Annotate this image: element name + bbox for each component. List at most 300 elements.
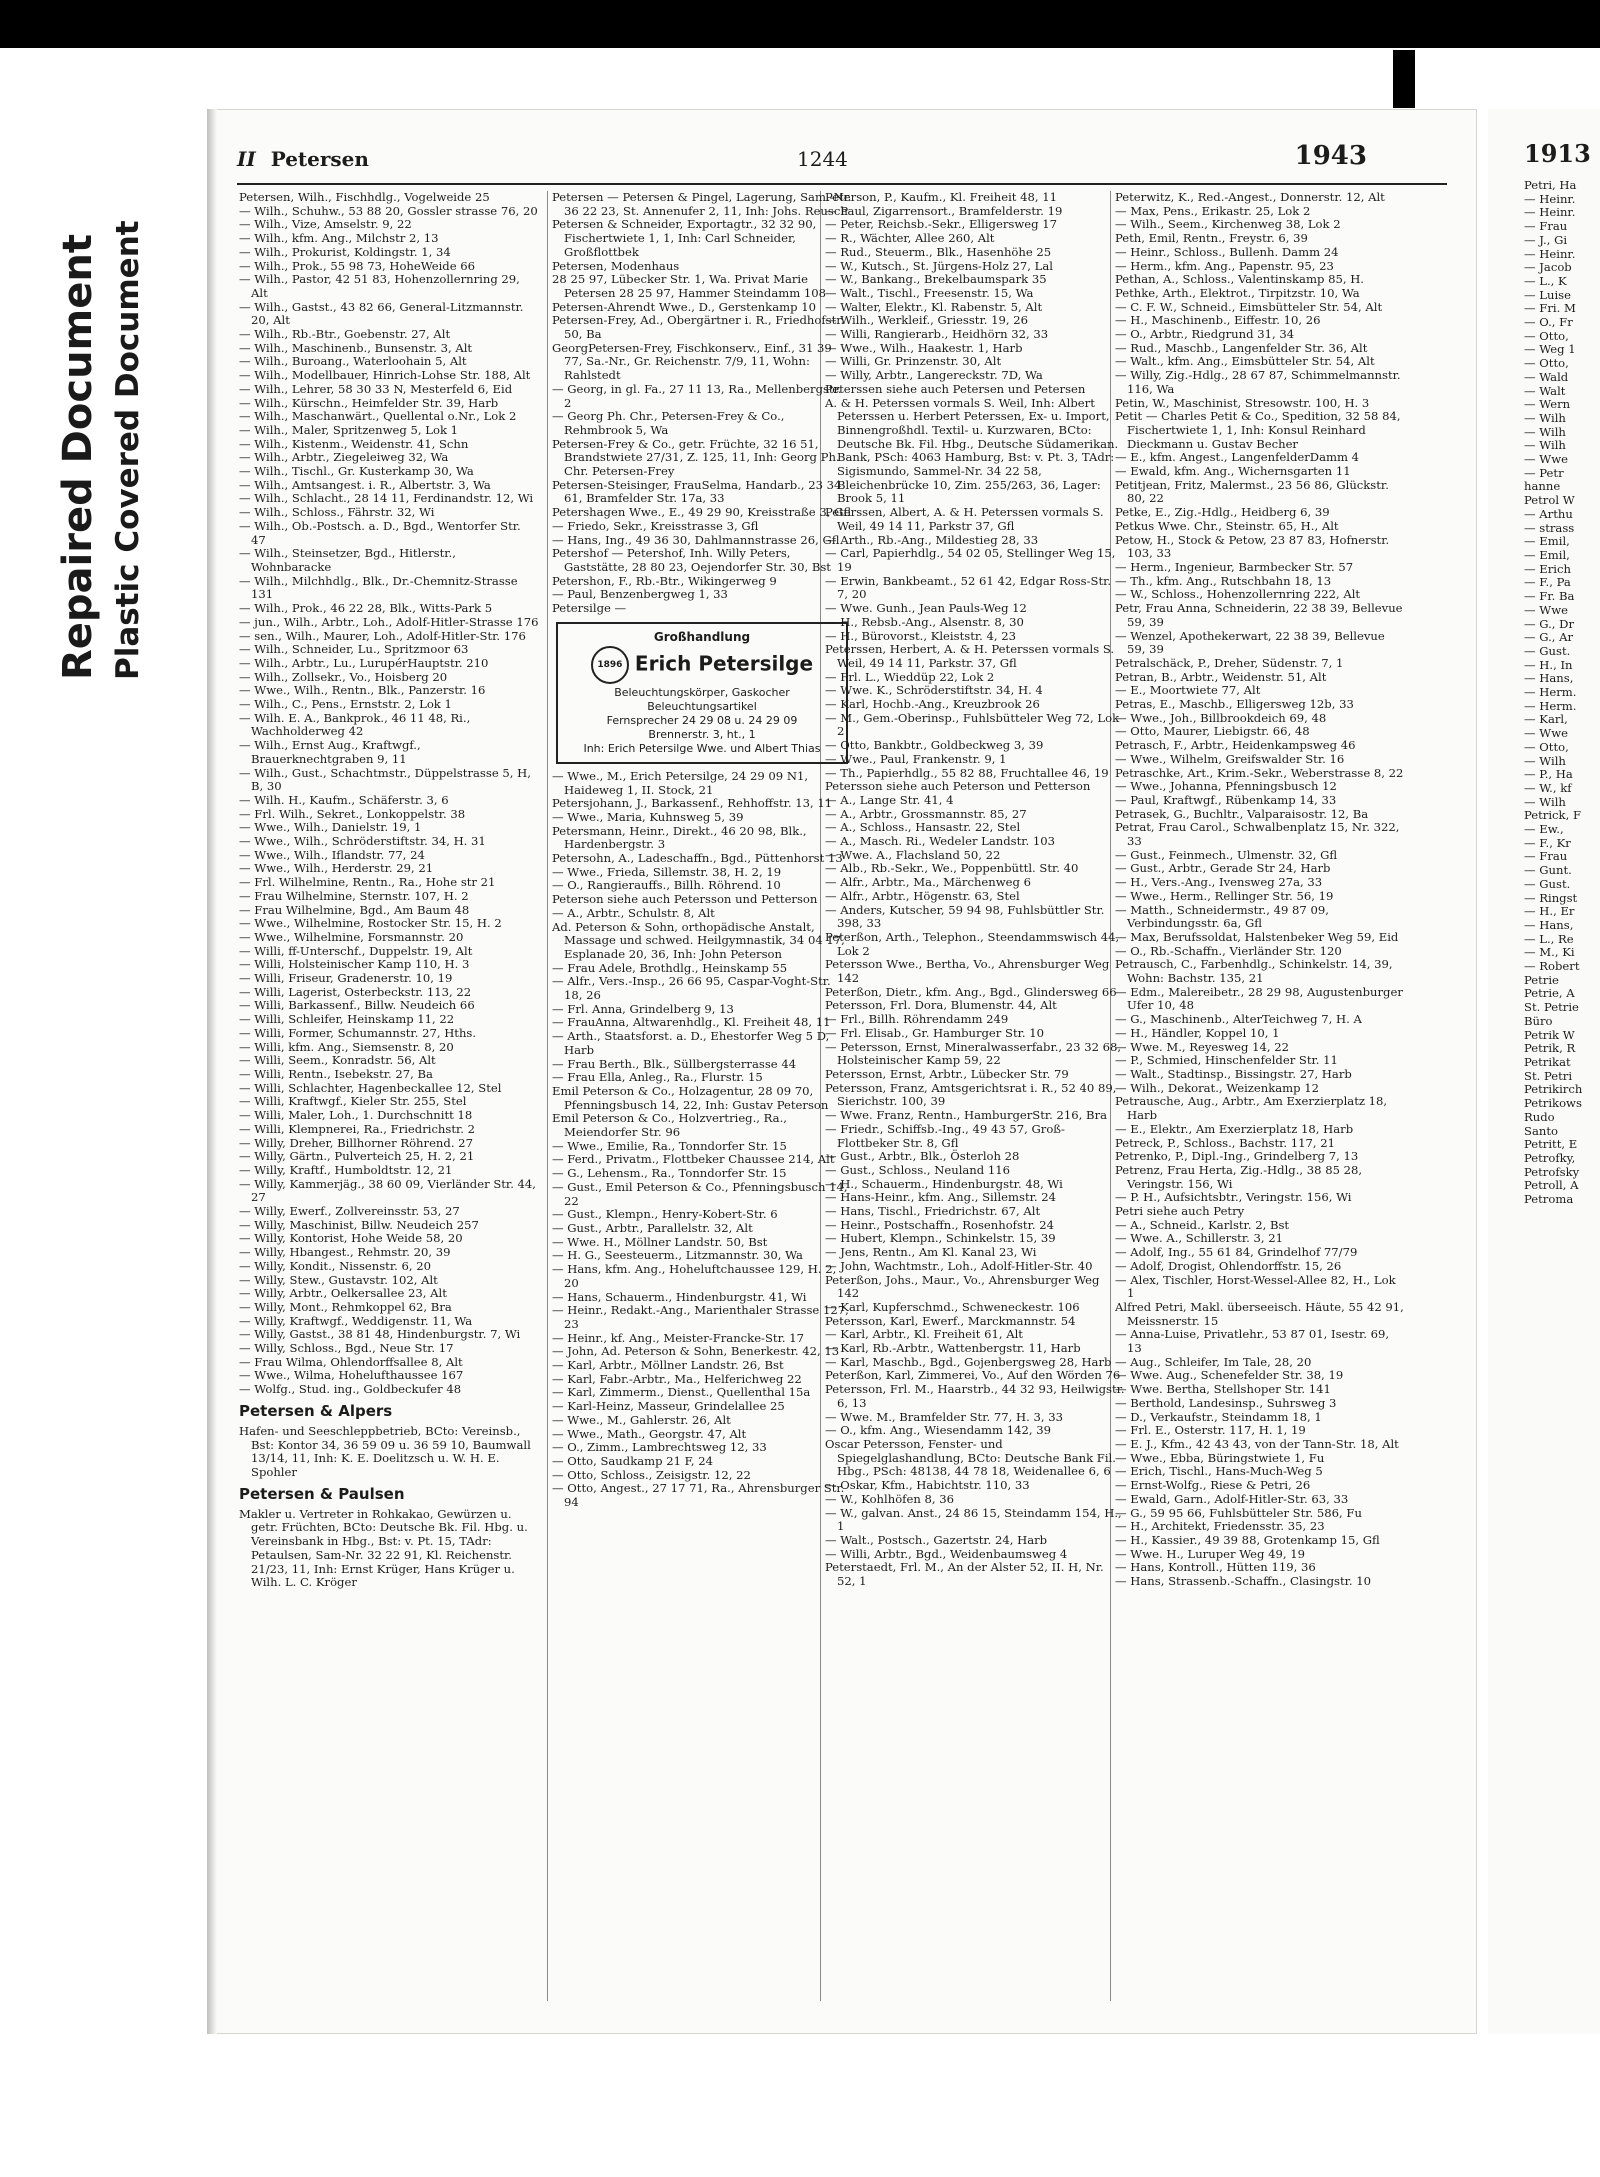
directory-entry: Petersson, Karl, Ewerf., Marckmannstr. 54 <box>825 1313 1076 1328</box>
directory-entry: Petrausche, Aug., Arbtr., Am Exerzierplatz 18, Harb <box>1115 1094 1388 1123</box>
directory-entry: — H., Kassier., 49 39 88, Grotenkamp 15, Gfl <box>1115 1532 1380 1547</box>
directory-entry: — Willy, Ewerf., Zollvereinsstr. 53, 27 <box>239 1204 460 1219</box>
directory-entry: — Ernst-Wolfg., Riese & Petri, 26 <box>1115 1478 1311 1493</box>
directory-entry: A. & H. Peterssen vormals S. Weil, Inh: Albert Peterssen u. Herbert Peterssen, Ex- u. Import, Binnengroßhdl. Textil- u. Kurzwaren, BCto: Deutsche Bk. Fil. Hbg., Deutsche Südamerikan. Bank, PSch: 4063 Hamburg, Bst: v. Pt. 3, TAdr: Sigismundo, Sammel-Nr. 34 22 58, Bleichenbrücke 10, Zim. 255/263, 36, Lager: Brook 5, 11 <box>825 395 1119 506</box>
directory-entry: Petersen-Steisinger, FrauSelma, Handarb., 23 34 61, Bramfelder Str. 17a, 33 <box>552 477 842 506</box>
directory-entry: — Frl. Anna, Grindelberg 9, 13 <box>552 1001 734 1016</box>
adjacent-entry: — O., Fr <box>1524 316 1573 330</box>
adjacent-entry: — Ringst <box>1524 891 1578 905</box>
directory-entry: Pethke, Arth., Elektrot., Tirpitzstr. 10, Wa <box>1115 285 1360 300</box>
directory-entry: — Wwe., Ebba, Büringstwiete 1, Fu <box>1115 1450 1325 1465</box>
adjacent-entry: St. Petrie <box>1524 1001 1579 1015</box>
firm-heading: Petersen & Paulsen <box>239 1484 405 1503</box>
directory-entry: Petersen, Wilh., Fischhdlg., Vogelweide 25 <box>239 191 490 204</box>
adjacent-entry: — Wilh <box>1524 754 1566 768</box>
adjacent-entry: — H., In <box>1524 658 1573 672</box>
adjacent-entry: — Wilh <box>1524 439 1566 453</box>
directory-entry: — Frl. L., Wieddüp 22, Lok 2 <box>825 669 995 684</box>
ad-line: Beleuchtungsartikel <box>647 699 757 713</box>
directory-entry: — Wwe. Gunh., Jean Pauls-Weg 12 <box>825 601 1027 616</box>
directory-entry: — Erwin, Bankbeamt., 52 61 42, Edgar Ross-Str. 7, 20 <box>825 573 1112 602</box>
firm-entry: Hafen- und Seeschleppbetrieb, BCto: Vereinsb., Bst: Kontor 34, 36 59 09 u. 36 59 10, Baumwall 13/14, 11, Inh: K. E. Doelitzsch u. W. H. E. Spohler <box>239 1423 531 1479</box>
directory-entry: — Ewald, kfm. Ang., Wichernsgarten 11 <box>1115 464 1351 479</box>
directory-entry: — Gust., Klempn., Henry-Kobert-Str. 6 <box>552 1207 778 1222</box>
adjacent-entry: — Fr. Ba <box>1524 590 1575 604</box>
directory-entry: — Paul, Benzenbergweg 1, 33 <box>552 587 728 602</box>
directory-entry: — Wilh., Steinsetzer, Bgd., Hitlerstr., Wohnbaracke <box>239 546 456 574</box>
adjacent-entry: — M., Ki <box>1524 946 1575 960</box>
directory-entry: Petersmann, Heinr., Direkt., 46 20 98, Blk., Hardenbergstr. 3 <box>552 823 807 852</box>
directory-entry: — Th., kfm. Ang., Rutschbahn 18, 13 <box>1115 573 1332 588</box>
adjacent-entry: — Wilh <box>1524 795 1566 809</box>
directory-entry: — Wwe., Frieda, Sillemstr. 38, H. 2, 19 <box>552 864 782 879</box>
directory-entry: — D., Verkaufstr., Steindamm 18, 1 <box>1115 1409 1322 1424</box>
directory-entry: — Erich, Tischl., Hans-Much-Weg 5 <box>1115 1464 1323 1479</box>
directory-entry: Peth, Emil, Rentn., Freystr. 6, 39 <box>1115 231 1308 246</box>
directory-entry: Petersson, Frl. Dora, Blumenstr. 44, Alt <box>825 998 1057 1013</box>
adjacent-entry: Petrofsky <box>1524 1165 1580 1179</box>
directory-entry: — Wilh., Werkleif., Griesstr. 19, 26 <box>825 313 1028 328</box>
adjacent-entry: — Weg 1 <box>1524 343 1576 357</box>
directory-entry: — Wilh., Gust., Schachtmstr., Düppelstrasse 5, H, B, 30 <box>239 765 531 794</box>
directory-entry: — Wwe., Maria, Kuhnsweg 5, 39 <box>552 809 744 824</box>
directory-entry: — Wwe. A., Schillerstr. 3, 21 <box>1115 1231 1283 1246</box>
directory-entry: — Gust., Feinmech., Ulmenstr. 32, Gfl <box>1115 847 1338 862</box>
directory-entry: — O., Rb.-Schaffn., Vierländer Str. 120 <box>1115 943 1342 958</box>
directory-entry: — Hans, Strassenb.-Schaffn., Clasingstr. 10 <box>1115 1574 1372 1589</box>
directory-entry: Petrat, Frau Carol., Schwalbenplatz 15, Nr. 322, 33 <box>1115 820 1400 849</box>
directory-entry: — Th., Papierhdlg., 55 82 88, Fruchtallee 46, 19 <box>825 765 1109 780</box>
directory-entry: — Karl, Kupferschmd., Schweneckestr. 106 <box>825 1299 1080 1314</box>
directory-entry: Peterßon, Arth., Telephon., Steendammswisch 44, Lok 2 <box>825 929 1120 958</box>
directory-entry: — Wolfg., Stud. ing., Goldbeckufer 48 <box>239 1382 462 1397</box>
directory-entry: Peterstaedt, Frl. M., An der Alster 52, II. H, Nr. 52, 1 <box>825 1560 1104 1589</box>
directory-entry: — Frau Wilhelmine, Sternstr. 107, H. 2 <box>239 888 469 903</box>
directory-entry: — Herm., Ingenieur, Barmbecker Str. 57 <box>1115 559 1354 574</box>
directory-entry: — Heinr., Redakt.-Ang., Marienthaler Strasse 127, 23 <box>552 1303 849 1331</box>
adjacent-entry: — J., Gi <box>1524 233 1568 247</box>
directory-entry: GeorgPetersen-Frey, Fischkonserv., Einf., 31 39 77, Sa.-Nr., Gr. Reichenstr. 7/9, 11, Wohn: Rahlstedt <box>552 340 832 383</box>
directory-entry: — Alfr., Vers.-Insp., 26 66 95, Caspar-Voght-Str. 18, 26 <box>552 974 831 1003</box>
firm-heading: Petersen & Alpers <box>239 1401 393 1420</box>
directory-entry: — Peter, Reichsb.-Sekr., Elligersweg 17 <box>825 217 1057 232</box>
directory-entry: — Frl., Billh. Röhrendamm 249 <box>825 1012 1009 1027</box>
directory-entry: Petersson siehe auch Peterson und Petterson <box>825 779 1091 794</box>
directory-entry: — Wilh., Prok., 46 22 28, Blk., Witts-Park 5 <box>239 601 493 616</box>
directory-entry: — Wwe., Math., Georgstr. 47, Alt <box>552 1426 747 1441</box>
directory-entry: — Willy, Mont., Rehmkoppel 62, Bra <box>239 1299 452 1314</box>
directory-entry: — Wwe., Wilhelmine, Forsmannstr. 20 <box>239 929 464 944</box>
directory-entry: — H., Vers.-Ang., Ivensweg 27a, 33 <box>1115 875 1323 890</box>
directory-entry: — Gust., Arbtr., Parallelstr. 32, Alt <box>552 1221 753 1235</box>
directory-entry: — Willy, Gastst., 38 81 48, Hindenburgstr. 7, Wi <box>239 1327 521 1342</box>
directory-entry: — Wwe., Wilh., Herderstr. 29, 21 <box>239 861 434 876</box>
directory-entry: Pethan, A., Schloss., Valentinskamp 85, H. <box>1115 272 1364 287</box>
adjacent-entry: — Heinr. <box>1524 192 1576 206</box>
adjacent-entry: — Luise <box>1524 288 1571 302</box>
ad-company-label: Erich Petersilge <box>634 651 814 676</box>
directory-entry: — Wwe., Wilh., Schröderstiftstr. 34, H. 31 <box>239 834 486 849</box>
directory-entry: — Willy, Hbangest., Rehmstr. 20, 39 <box>239 1245 451 1260</box>
directory-entry: Peterssen, Albert, A. & H. Peterssen vormals S. Weil, 49 14 11, Parkstr 37, Gfl <box>825 505 1104 533</box>
directory-entry: — Georg, in gl. Fa., 27 11 13, Ra., Mellenbergstr. 2 <box>552 381 842 410</box>
stamp-plastic-covered-document: Plastic Covered Document <box>110 220 146 680</box>
adjacent-entry: — Wwe <box>1524 453 1568 467</box>
directory-page <box>207 109 1477 2034</box>
directory-entry: Petr, Frau Anna, Schneiderin, 22 38 39, Bellevue 59, 39 <box>1115 601 1403 629</box>
directory-entry: — Alfr., Arbtr., Ma., Märchenweg 6 <box>825 875 1032 890</box>
directory-entry: — Wwe. M., Reyesweg 14, 22 <box>1115 1039 1289 1054</box>
directory-entry: — M., Gem.-Oberinsp., Fuhlsbütteler Weg 72, Lok 2 <box>825 710 1120 739</box>
stamp-repaired-document: Repaired Document <box>55 234 101 680</box>
directory-entry: — Wwe. H., Möllner Landstr. 50, Bst <box>552 1234 768 1249</box>
ad-line: Inh: Erich Petersilge Wwe. und Albert Thias <box>583 741 821 755</box>
directory-entry: Petin, W., Maschinist, Stresowstr. 100, H. 3 <box>1115 395 1370 410</box>
directory-entry: Petrenko, P., Dipl.-Ing., Grindelberg 7, 13 <box>1115 1149 1359 1164</box>
adjacent-entry: — Karl, <box>1524 713 1568 727</box>
directory-entry: — Willy, Stew., Gustavstr. 102, Alt <box>239 1272 438 1287</box>
directory-entry: — Wwe., Wilh., Rentn., Blk., Panzerstr. 16 <box>239 683 486 698</box>
entry-list <box>825 191 1125 1589</box>
adjacent-entry: Petrik W <box>1524 1028 1575 1042</box>
directory-entry: Petkus Wwe. Chr., Steinstr. 65, H., Alt <box>1115 518 1339 533</box>
adjacent-entry: — strass <box>1524 521 1575 535</box>
adjacent-entry: Petritt, E <box>1524 1138 1578 1152</box>
directory-entry: — Wwe., Emilie, Ra., Tonndorfer Str. 15 <box>552 1138 787 1153</box>
directory-entry: — Wwe., Johanna, Pfenningsbusch 12 <box>1115 779 1337 794</box>
directory-entry: — Wwe., Wilhelmine, Rostocker Str. 15, H. 2 <box>239 916 502 931</box>
directory-entry: — O., Rangierauffs., Billh. Röhrend. 10 <box>552 878 781 893</box>
ad-company-name <box>564 646 840 684</box>
directory-entry: — Willy, Kondit., Nissenstr. 6, 20 <box>239 1258 431 1273</box>
directory-entry: — Wilh., Maschinenb., Bunsenstr. 3, Alt <box>239 340 473 355</box>
directory-entry: — Karl-Heinz, Masseur, Grindelallee 25 <box>552 1399 785 1414</box>
directory-entry: — A., Schneid., Karlstr. 2, Bst <box>1115 1217 1290 1232</box>
adjacent-entry: — Emil, <box>1524 535 1570 549</box>
column-2 <box>552 191 852 2001</box>
directory-entry: — Wilh., Ernst Aug., Kraftwgf., Brauerknechtgraben 9, 11 <box>239 738 421 766</box>
directory-entry: — Wilh., Seem., Kirchenweg 38, Lok 2 <box>1115 217 1341 232</box>
adjacent-entry: Petrik, R <box>1524 1042 1576 1056</box>
adjacent-entry: Rudo <box>1524 1110 1555 1124</box>
directory-entry: — Otto, Saudkamp 21 F, 24 <box>552 1453 714 1468</box>
directory-entry: Petersen, Modenhaus <box>552 258 680 273</box>
adjacent-entry: — W., kf <box>1524 781 1572 795</box>
directory-entry: — Anna-Luise, Privatlehr., 53 87 01, Isestr. 69, 13 <box>1115 1327 1390 1356</box>
adjacent-entry: — L., Re <box>1524 932 1574 946</box>
header-section <box>237 147 369 171</box>
directory-entry: Petersilge — <box>552 601 627 616</box>
adjacent-entry: — Wilh <box>1524 411 1566 425</box>
directory-entry: — Paul, Zigarrensort., Bramfelderstr. 19 <box>825 203 1063 218</box>
directory-entry: — A., Arbtr., Schulstr. 8, Alt <box>552 905 715 920</box>
directory-entry: Peterson, P., Kaufm., Kl. Freiheit 48, 11 <box>825 191 1058 204</box>
directory-entry: — Walter, Elektr., Kl. Rabenstr. 5, Alt <box>825 299 1043 314</box>
directory-entry: — Aug., Schleifer, Im Tale, 28, 20 <box>1115 1354 1312 1369</box>
directory-entry: Petitjean, Fritz, Malermst., 23 56 86, Glückstr. 80, 22 <box>1115 477 1389 506</box>
adjacent-entry: Petrick, F <box>1524 809 1581 823</box>
entry-list <box>239 191 539 1397</box>
adjacent-entry: — Heinr. <box>1524 247 1576 261</box>
directory-entry: Oscar Petersson, Fenster- und Spiegelglashandlung, BCto: Deutsche Bank Fil. Hbg., PSch: 48138, 44 78 18, Weidenallee 6, 6 <box>825 1436 1116 1479</box>
directory-entry: — Gust., Schloss., Neuland 116 <box>825 1162 1011 1177</box>
directory-entry: — Otto, Maurer, Liebigstr. 66, 48 <box>1115 724 1310 739</box>
directory-entry: Peterwitz, K., Red.-Angest., Donnerstr. 12, Alt <box>1115 191 1385 204</box>
directory-entry: — jun., Wilh., Arbtr., Loh., Adolf-Hitler-Strasse 176 <box>239 614 539 629</box>
directory-entry: — Wilh., Gastst., 43 82 66, General-Litzmannstr. 20, Alt <box>239 299 524 328</box>
adjacent-entry: — Gust. <box>1524 877 1571 891</box>
directory-entry: — Edm., Malereibetr., 28 29 98, Augustenburger Ufer 10, 48 <box>1115 984 1403 1013</box>
directory-entry: Petit — Charles Petit & Co., Spedition, 32 58 84, Fischertwiete 1, 1, Inh: Konsul Reinhard Dieckmann u. Gustav Becher <box>1115 409 1401 451</box>
archive-stamp <box>55 150 205 710</box>
adjacent-entry: — Petr <box>1524 466 1564 480</box>
directory-entry: — W., Schloss., Hohenzollernring 222, Alt <box>1115 587 1361 602</box>
adjacent-entry: — G., Ar <box>1524 631 1574 645</box>
directory-entry: — Frau Ella, Anleg., Ra., Flurstr. 15 <box>552 1070 763 1085</box>
directory-entry: — Willi, Barkassenf., Billw. Neudeich 66 <box>239 998 475 1013</box>
directory-entry: — Wilh., Tischl., Gr. Kusterkamp 30, Wa <box>239 464 474 479</box>
ad-line: Beleuchtungskörper, Gaskocher <box>614 685 790 699</box>
directory-entry: — Hans-Heinr., kfm. Ang., Sillemstr. 24 <box>825 1190 1057 1205</box>
directory-entry: — Willy, Dreher, Billhorner Röhrend. 27 <box>239 1135 473 1150</box>
directory-entry: — Wilh., Arbtr., Lu., LurupérHauptstr. 210 <box>239 655 489 670</box>
directory-entry: — Georg Ph. Chr., Petersen-Frey & Co., Rehmbrook 5, Wa <box>552 409 785 437</box>
directory-entry: — Frau Wilhelmine, Bgd., Am Baum 48 <box>239 902 470 917</box>
directory-entry: Petersen-Frey & Co., getr. Früchte, 32 16 51, Brandstwiete 27/31, Z. 125, 11, Inh: Georg Ph. Chr. Petersen-Frey <box>552 436 840 479</box>
directory-entry: — Willi, Holsteinischer Kamp 110, H. 3 <box>239 957 470 972</box>
adjacent-entry: Büro <box>1524 1014 1553 1028</box>
directory-entry: Petran, B., Arbtr., Weidenstr. 51, Alt <box>1115 669 1327 684</box>
directory-entry: — John, Ad. Peterson & Sohn, Benerkestr. 42, 13 <box>552 1344 840 1359</box>
directory-entry: — Max, Pens., Erikastr. 25, Lok 2 <box>1115 203 1311 218</box>
entry-list <box>552 191 852 616</box>
directory-entry: — H., Maschinenb., Eiffestr. 10, 26 <box>1115 313 1321 328</box>
directory-entry: Petersjohann, J., Barkassenf., Rehhoffstr. 13, 11 <box>552 796 833 811</box>
directory-entry: — Willi, Kraftwgf., Kieler Str. 255, Stel <box>239 1094 467 1109</box>
directory-entry: — sen., Wilh., Maurer, Loh., Adolf-Hitler-Str. 176 <box>239 628 526 643</box>
directory-entry: — G., Maschinenb., AlterTeichweg 7, H. A <box>1115 1012 1362 1027</box>
directory-entry: Petri siehe auch Petry <box>1115 1204 1245 1219</box>
directory-entry: — Walt., Stadtinsp., Bissingstr. 27, Harb <box>1115 1067 1352 1081</box>
directory-entry: — Rud., Maschb., Langenfelder Str. 36, Alt <box>1115 340 1368 355</box>
directory-entry: Petrausch, C., Farbenhdlg., Schinkelstr. 14, 39, Wohn: Bachstr. 135, 21 <box>1115 957 1393 986</box>
directory-entry: — Berthold, Landesinsp., Suhrsweg 3 <box>1115 1395 1337 1410</box>
directory-entry: — H., Schauerm., Hindenburgstr. 48, Wi <box>825 1176 1063 1191</box>
directory-entry: — Wwe., Wilma, Hohelufthaussee 167 <box>239 1368 464 1383</box>
directory-entry: — P. H., Aufsichtsbtr., Veringstr. 156, Wi <box>1115 1190 1352 1205</box>
directory-entry: — Frau Adele, Brothdlg., Heinskamp 55 <box>552 960 788 975</box>
directory-entry: — W., galvan. Anst., 24 86 15, Steindamm 154, H., 1 <box>825 1505 1122 1534</box>
directory-entry: — Wilh., Arbtr., Ziegeleiweg 32, Wa <box>239 450 449 465</box>
adjacent-page-year: 1913 <box>1524 139 1591 168</box>
directory-entry: — Wwe. M., Bramfelder Str. 77, H. 3, 33 <box>825 1409 1063 1424</box>
adjacent-entry: Petrofky, <box>1524 1151 1576 1165</box>
adjacent-entry: — Erich <box>1524 562 1571 576</box>
directory-entry: — Wwe., M., Gahlerstr. 26, Alt <box>552 1412 731 1427</box>
directory-entry: — Heinr., Schloss., Bullenh. Damm 24 <box>1115 244 1339 259</box>
directory-entry: — Oskar, Kfm., Habichtstr. 110, 33 <box>825 1478 1030 1493</box>
directory-entry: — Carl, Papierhdlg., 54 02 05, Stellinger Weg 15, 19 <box>825 546 1116 574</box>
column-1 <box>239 191 539 2001</box>
directory-entry: — Wilh., Zollsekr., Vo., Hoisberg 20 <box>239 669 448 684</box>
column-3 <box>825 191 1125 2001</box>
directory-entry: — Willy, Maschinist, Billw. Neudeich 257 <box>239 1217 479 1232</box>
adjacent-entry: — Wald <box>1524 370 1569 384</box>
directory-entry: — Rud., Steuerm., Blk., Hasenhöhe 25 <box>825 244 1052 259</box>
directory-entry: Peterßon, Johs., Maur., Vo., Ahrensburger Weg 142 <box>825 1272 1100 1301</box>
directory-entry: — Wilh., Schlacht., 28 14 11, Ferdinandstr. 12, Wi <box>239 491 534 506</box>
directory-entry: — Walt., Postsch., Gazertstr. 24, Harb <box>825 1532 1048 1547</box>
directory-entry: — Willi, Maler, Loh., 1. Durchschnitt 18 <box>239 1108 473 1123</box>
directory-entry: — Adolf, Drogist, Ohlendorffstr. 15, 26 <box>1115 1258 1342 1273</box>
page-number: 1244 <box>797 147 848 171</box>
adjacent-entry: — Hans, <box>1524 918 1574 932</box>
directory-entry: Petersson Wwe., Bertha, Vo., Ahrensburger Weg 142 <box>825 957 1110 986</box>
directory-entry: — Willi, Seem., Konradstr. 56, Alt <box>239 1053 436 1068</box>
directory-entry: — E., Moortwiete 77, Alt <box>1115 683 1261 698</box>
directory-entry: — Wilh., Pastor, 42 51 83, Hohenzollernring 29, Alt <box>239 272 520 300</box>
ad-line: Brennerstr. 3, ht., 1 <box>648 727 756 741</box>
directory-entry: — Karl, Hochb.-Ang., Kreuzbrook 26 <box>825 697 1040 712</box>
directory-entry: — Wilh., C., Pens., Ernststr. 2, Lok 1 <box>239 697 452 712</box>
directory-entry: — Willi, Gr. Prinzenstr. 30, Alt <box>825 354 1002 369</box>
entry-list <box>552 770 852 1510</box>
directory-entry: — Willi, Schleifer, Heinskamp 11, 22 <box>239 1012 455 1027</box>
adjacent-entry: — Robert <box>1524 960 1580 974</box>
directory-entry: — Otto, Bankbtr., Goldbeckweg 3, 39 <box>825 738 1044 753</box>
directory-entry: — Willi, Schlachter, Hagenbeckallee 12, Stel <box>239 1080 502 1095</box>
directory-entry: Petow, H., Stock & Petow, 23 87 83, Hofnerstr. 103, 33 <box>1115 532 1390 561</box>
adjacent-entry: — F., Pa <box>1524 576 1571 590</box>
adjacent-entry: Petrie, A <box>1524 987 1575 1001</box>
directory-entry: Alfred Petri, Makl. überseeisch. Häute, 55 42 91, Meissnerstr. 15 <box>1115 1299 1404 1328</box>
directory-entry: — Wilh., Prok., 55 98 73, HoheWeide 66 <box>239 258 476 273</box>
directory-entry: Petras, E., Maschb., Elligersweg 12b, 33 <box>1115 697 1354 712</box>
directory-entry: Peterson siehe auch Petersson und Petterson <box>552 892 818 907</box>
directory-entry: — Wwe. K., Schröderstiftstr. 34, H. 4 <box>825 683 1043 698</box>
directory-entry: — Wilh., Lehrer, 58 30 33 N, Mesterfeld 6, Eid <box>239 381 513 396</box>
directory-entry: Petraschke, Art., Krim.-Sekr., Weberstrasse 8, 22 <box>1115 765 1404 780</box>
directory-entry: — John, Wachtmstr., Loh., Adolf-Hitler-Str. 40 <box>825 1258 1093 1273</box>
directory-entry: — A., Lange Str. 41, 4 <box>825 792 954 807</box>
directory-entry: — Willi, Former, Schumannstr. 27, Hths. <box>239 1025 477 1040</box>
directory-entry: — Karl, Maschb., Bgd., Gojenbergsweg 28, Harb <box>825 1354 1112 1369</box>
directory-entry: — W., Kutsch., St. Jürgens-Holz 27, Lal <box>825 258 1054 273</box>
directory-entry: — Wwe. Aug., Schenefelder Str. 38, 19 <box>1115 1368 1344 1383</box>
directory-entry: — Willy, Kraftwgf., Weddigenstr. 11, Wa <box>239 1313 473 1328</box>
directory-entry: — Willy, Arbtr., Oelkersallee 23, Alt <box>239 1286 447 1301</box>
ad-line: Fernsprecher 24 29 08 u. 24 29 09 <box>606 713 798 727</box>
directory-entry: — Wilh., Amtsangest. i. R., Albertstr. 3, Wa <box>239 477 491 492</box>
scan-top-border <box>0 0 1600 48</box>
adjacent-entry: Petrikat <box>1524 1056 1571 1069</box>
directory-entry: — Willi, Lagerist, Osterbeckstr. 113, 22 <box>239 984 472 999</box>
directory-entry: — Wilh., Milchhdlg., Blk., Dr.-Chemnitz-Strasse 131 <box>239 573 518 602</box>
directory-entry: — O., kfm. Ang., Wiesendamm 142, 39 <box>825 1423 1051 1438</box>
entry-list <box>1115 191 1405 1589</box>
directory-entry: — Hans, kfm. Ang., Hoheluftchaussee 129, H. 2, 20 <box>552 1262 837 1290</box>
directory-entry: — Hubert, Klempn., Schinkelstr. 15, 39 <box>825 1231 1056 1246</box>
scan-corner-mark <box>1393 50 1415 108</box>
adjacent-entry: — G., Dr <box>1524 617 1575 631</box>
directory-entry: Peterßon, Dietr., kfm. Ang., Bgd., Glindersweg 66 <box>825 984 1117 999</box>
directory-year: 1943 <box>1294 141 1367 171</box>
directory-entry: — Otto, Angest., 27 17 71, Ra., Ahrensburger Str. 94 <box>552 1481 845 1510</box>
directory-entry: — Friedo, Sekr., Kreisstrasse 3, Gfl <box>552 518 759 533</box>
directory-entry: — W., Kohlhöfen 8, 36 <box>825 1491 954 1506</box>
adjacent-entry: — L., K <box>1524 274 1567 288</box>
directory-entry: — A., Masch. Ri., Wedeler Landstr. 103 <box>825 834 1056 849</box>
directory-entry: — Alb., Rb.-Sekr., We., Poppenbüttl. Str. 40 <box>825 861 1079 876</box>
directory-entry: — Karl, Fabr.-Arbtr., Ma., Helferichweg 22 <box>552 1371 802 1386</box>
adjacent-entry: — Jacob <box>1524 261 1572 275</box>
directory-entry: — Wilh., Kürschn., Heimfelder Str. 39, Harb <box>239 395 499 410</box>
directory-entry: — H. G., Seesteuerm., Litzmannstr. 30, Wa <box>552 1248 803 1263</box>
directory-entry: — FrauAnna, Altwarenhdlg., Kl. Freiheit 48, 11 <box>552 1015 831 1030</box>
directory-entry: — Frl. Wilhelmine, Rentn., Ra., Hohe str 21 <box>239 875 496 890</box>
directory-entry: — Walt., kfm. Ang., Eimsbütteler Str. 54, Alt <box>1115 354 1375 369</box>
directory-entry: Petershof — Petershof, Inh. Willy Peters, Gaststätte, 28 80 23, Oejendorfer Str. 30, Bst <box>552 546 831 574</box>
directory-entry: — Ferd., Privatm., Flottbeker Chaussee 214, Alt <box>552 1152 835 1167</box>
directory-entry: — E., kfm. Angest., LangenfelderDamm 4 <box>1115 450 1360 465</box>
directory-entry: — Wilh. E. A., Bankprok., 46 11 48, Ri., Wachholderweg 42 <box>239 710 471 739</box>
directory-entry: — Wwe., Wilh., Haakestr. 1, Harb <box>825 340 1023 355</box>
adjacent-entry: Petrol W <box>1524 494 1575 508</box>
directory-entry: Peterßon, Karl, Zimmerei, Vo., Auf den Wörden 76 <box>825 1368 1121 1383</box>
directory-entry: — Wilh., Schneider, Lu., Spritzmoor 63 <box>239 642 469 657</box>
directory-entry: — Wwe., Wilh., Iflandstr. 77, 24 <box>239 847 425 862</box>
directory-entry: Petersen — Petersen & Pingel, Lagerung, Sam.-Nr. 36 22 23, St. Annenufer 2, 11, Inh: Johs. Reusch <box>552 191 852 218</box>
directory-entry: — Wilh., Modellbauer, Hinrich-Lohse Str. 188, Alt <box>239 368 531 383</box>
directory-entry: — Hans, Ing., 49 36 30, Dahlmannstrasse 26, Gfl <box>552 532 840 547</box>
directory-entry: — H., Rebsb.-Ang., Alsenstr. 8, 30 <box>825 614 1024 629</box>
adjacent-entry: Petrie <box>1524 973 1559 987</box>
directory-entry: — H., Bürovorst., Kleiststr. 4, 23 <box>825 628 1016 643</box>
directory-entry: Peterssen, Herbert, A. & H. Peterssen vormals S. Weil, 49 14 11, Parkstr. 37, Gfl <box>825 642 1115 670</box>
adjacent-entry: Petrikows <box>1524 1097 1582 1111</box>
adjacent-entry: — Frau <box>1524 850 1568 864</box>
directory-entry: — Willi, Rentn., Isebekstr. 27, Ba <box>239 1067 433 1081</box>
directory-entry: — Willy, Schloss., Bgd., Neue Str. 17 <box>239 1341 454 1356</box>
directory-entry: Petershagen Wwe., E., 49 29 90, Kreisstraße 3, Gfl <box>552 505 852 520</box>
directory-entry: — Wenzel, Apothekerwart, 22 38 39, Bellevue 59, 39 <box>1115 628 1385 657</box>
directory-entry: Petrasch, F., Arbtr., Heidenkampsweg 46 <box>1115 738 1356 753</box>
ad-seal-icon: 1896 <box>591 646 629 684</box>
directory-entry: — Hans, Schauerm., Hindenburgstr. 41, Wi <box>552 1289 807 1304</box>
directory-entry: — Wilh., Dekorat., Weizenkamp 12 <box>1115 1080 1320 1095</box>
adjacent-entry: — Wern <box>1524 398 1571 412</box>
directory-entry: — Petersson, Ernst, Mineralwasserfabr., 23 32 68, Holsteinischer Kamp 59, 22 <box>825 1039 1122 1068</box>
directory-entry: — Wwe., M., Erich Petersilge, 24 29 09 N1, Haideweg 1, II. Stock, 21 <box>552 768 809 797</box>
adjacent-entry: — Otto, <box>1524 740 1569 754</box>
adjacent-entry: Petrikirch <box>1524 1083 1583 1097</box>
directory-entry: Emil Peterson & Co., Holzagentur, 28 09 70, Pfenningsbusch 14, 22, Inh: Gustav Peterson <box>552 1083 829 1112</box>
column-4 <box>1115 191 1405 2001</box>
advertisement-box <box>556 622 848 764</box>
directory-entry: — Arth., Rb.-Ang., Mildestieg 28, 33 <box>825 532 1039 547</box>
adjacent-entry: hanne <box>1524 480 1561 494</box>
adjacent-entry: — Wwe <box>1524 727 1568 741</box>
directory-entry: Petersson, Franz, Amtsgerichtsrat i. R., 52 40 89, Sierichstr. 100, 39 <box>825 1080 1117 1109</box>
directory-entry: — E., Elektr., Am Exerzierplatz 18, Harb <box>1115 1121 1354 1136</box>
directory-entry: — Karl, Arbtr., Möllner Landstr. 26, Bst <box>552 1358 784 1373</box>
directory-entry: — Wilh., Kistenm., Weidenstr. 41, Schn <box>239 436 469 451</box>
directory-entry: — Wwe., Wilh., Danielstr. 19, 1 <box>239 820 422 835</box>
header-surname: Petersen <box>270 147 369 171</box>
directory-entry: — Friedr., Schiffsb.-Ing., 49 43 57, Groß-Flottbeker Str. 8, Gfl <box>825 1121 1065 1150</box>
directory-entry: Petersen-Frey, Ad., Obergärtner i. R., Friedhofstr. 50, Ba <box>552 313 845 342</box>
directory-entry: — Wilh., Ob.-Postsch. a. D., Bgd., Wentorfer Str. 47 <box>239 518 521 547</box>
